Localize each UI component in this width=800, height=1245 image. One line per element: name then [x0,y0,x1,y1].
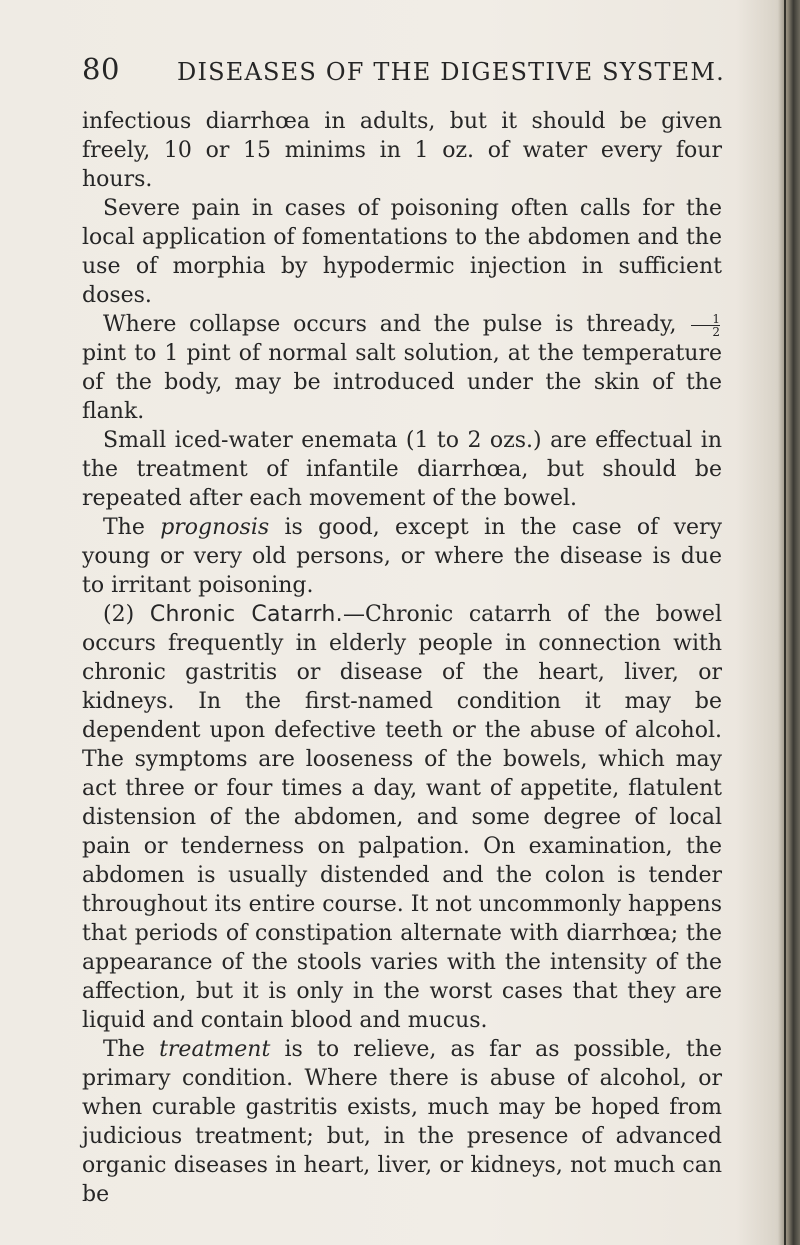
section-number: (2) [103,602,135,627]
body-text [82,107,722,1209]
paragraph-3-text-end: pint to 1 pint of normal salt solution, at the temperature of the body, may be introduced under the skin of the flank. [82,341,722,424]
paragraph-6-text: —Chronic catarrh of the bowel occurs frequently in elderly people in connection with chronic gastritis or disease of the heart, liver, or kidneys. In the first-named condition it may be dependent upon defective teeth or the abuse of alcohol. The symptoms are looseness of the bowels, which may act three or four times a day, want of appetite, flatulent distension of the abdomen, and some degree of local pain or tenderness on palpation. On examination, the abdomen is usually distended and the colon is tender throughout its entire course. It not uncommonly happens that periods of constipation alternate with diarrhœa; the appearance of the stools varies with the intensity of the affection, but it is only in the worst cases that they are liquid and contain blood and mucus. [82,602,722,1033]
paragraph-5-text-end: is good, except in the case of very young or very old persons, or where the disease is due to irritant poisoning. [82,515,723,598]
page-header [82,52,732,98]
section-heading: Chronic Catarrh. [149,602,343,627]
paragraph-1-text: infectious diarrhœa in adults, but it should be given freely, 10 or 15 minims in 1 oz. of water every four hours. [82,109,722,192]
page-number: 80 [82,52,120,86]
paragraph-4-text: Small iced-water enemata (1 to 2 ozs.) are effectual in the treatment of infantile diarrhœa, but should be repeated after each movement of the bowel. [82,428,722,511]
paragraph-7 [82,1035,722,1209]
paragraph-2 [82,194,722,310]
page-edge-shadow [778,0,800,1245]
half-fraction [691,313,720,338]
paragraph-3-text-start: Where collapse occurs and the pulse is thready, [103,312,677,337]
fraction-numerator: 1 [712,311,720,326]
binding-edge-line [784,0,786,1245]
paragraph-4 [82,426,722,513]
running-head: DISEASES OF THE DIGESTIVE SYSTEM. [177,58,725,86]
paragraph-7-text-start: The [103,1037,145,1062]
paragraph-6 [82,600,722,1035]
paragraph-3 [82,310,722,426]
paragraph-2-text: Severe pain in cases of poisoning often calls for the local application of fomentations to the abdomen and the use of morphia by hypodermic injection in sufficient doses. [82,196,722,308]
treatment-italic: treatment [159,1037,271,1062]
prognosis-italic: prognosis [160,515,270,540]
paragraph-1 [82,107,722,194]
fraction-denominator: 2 [691,325,720,338]
paragraph-5 [82,513,722,600]
paragraph-5-text-start: The [103,515,145,540]
paragraph-7-text-end: is to relieve, as far as possible, the primary condition. Where there is abuse of alcohol, or when curable gastritis exists, much may be hoped from judicious treatment; but, in the presence of advanced organic diseases in heart, liver, or kidneys, not much can be [82,1037,723,1207]
